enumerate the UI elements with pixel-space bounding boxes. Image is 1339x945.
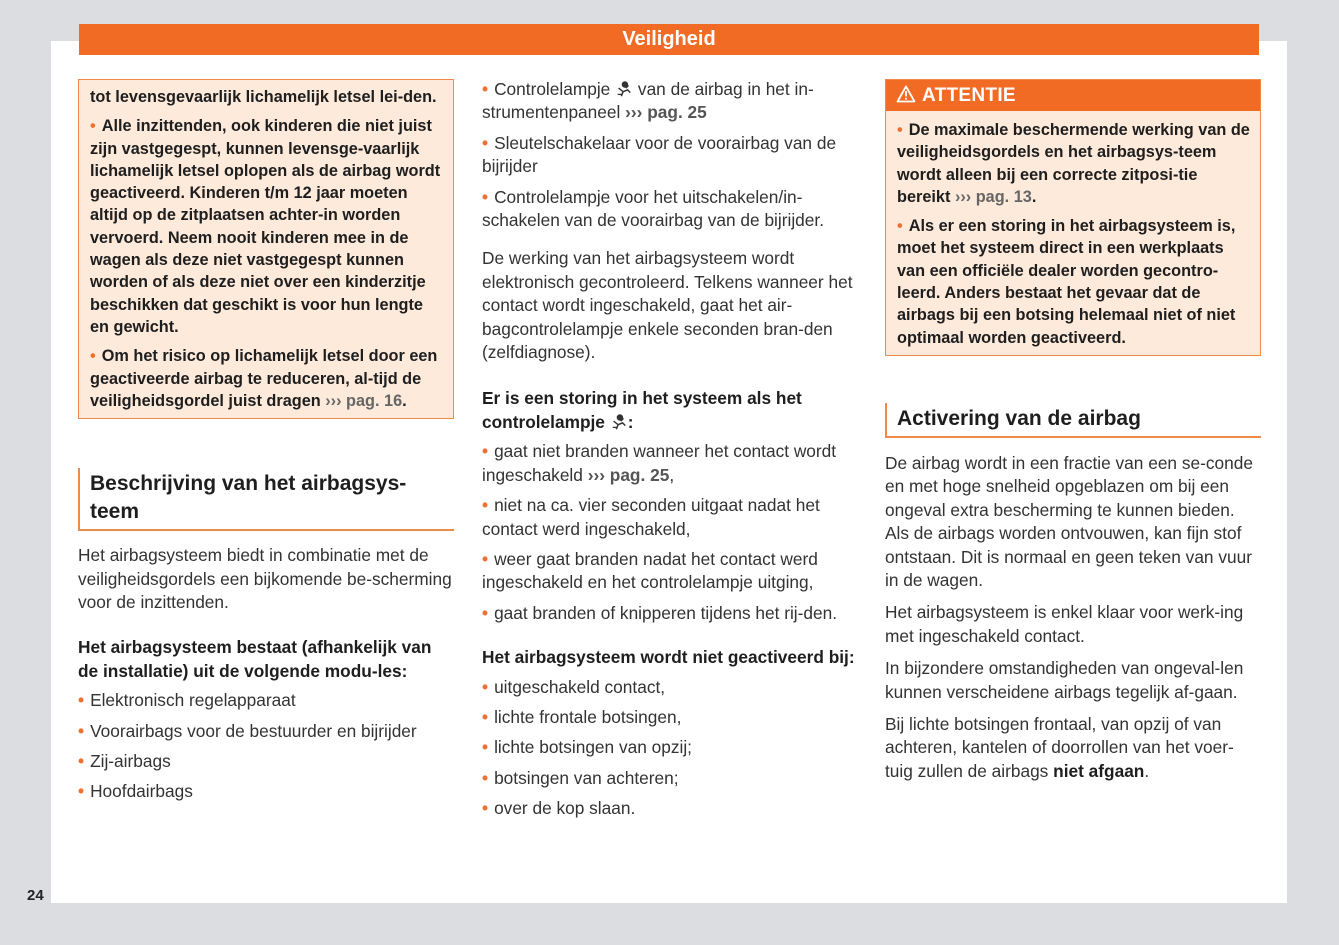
warning-item: • Om het risico op lichamelijk letsel door een geactiveerde airbag te reduceren, al-tijd de veiligheidsgordel juist dragen ››› pag. 16.: [90, 347, 438, 410]
bullet-icon: •: [78, 720, 85, 741]
body-paragraph: De airbag wordt in een fractie van een se-conde en met hoge snelheid opgeblazen om bij een ongeval extra bescherming te kunnen bieden. Als de airbags worden ontvouwen, kan fijn stof ontstaan. Dit is normaal en geen teken van vuur in de wagen.: [885, 452, 1253, 590]
bullet-icon: •: [482, 79, 489, 99]
list-item: • Controlelampje van de airbag in het in-strumentenpaneel ››› pag. 25: [482, 79, 814, 123]
section-heading: Activering van de airbag: [885, 403, 1261, 438]
bullet-icon: •: [482, 441, 489, 462]
warning-box-continued: [78, 79, 454, 419]
list-item: • gaat niet branden wanneer het contact wordt ingeschakeld ››› pag. 25,: [482, 441, 837, 485]
list-item: • uitgeschakeld contact,: [482, 676, 666, 697]
page-reference-link[interactable]: ››› pag. 25: [625, 102, 707, 123]
attention-body: [886, 111, 1260, 355]
attention-header: ATTENTIE: [886, 80, 1260, 111]
list-item: • lichte botsingen van opzij;: [482, 737, 692, 758]
list-item: • botsingen van achteren;: [482, 767, 679, 788]
column-right: [885, 79, 1261, 792]
column-middle: [482, 78, 860, 828]
list-item: • weer gaat branden nadat het contact werd ingeschakeld en het controlelampje uitging,: [482, 548, 818, 593]
bullet-icon: •: [482, 186, 489, 207]
bullet-icon: •: [78, 690, 85, 711]
list-item: • Sleutelschakelaar voor de voorairbag van de bijrijder: [482, 132, 837, 177]
list-item: • Hoofdairbags: [78, 781, 193, 802]
bullet-icon: •: [482, 798, 489, 819]
list-item: • over de kop slaan.: [482, 798, 636, 819]
not-activated-heading: Het airbagsysteem wordt niet geactiveerd bij:: [482, 647, 855, 668]
warning-item: • Alle inzittenden, ook kinderen die niet juist zijn vastgegespt, kunnen levensge-vaarlijk lichamelijk letsel oplopen als de airbag wordt geactiveerd. Kinderen t/m 12 jaar moeten altijd op de zitplaatsen achter-in worden vervoerd. Neem nooit kinderen mee in de wagen als deze niet vastgegespt kunnen worden of als deze niet over een kinderzitje beschikken dat geschikt is voor hun lengte en gewicht.: [90, 117, 441, 336]
bullet-icon: •: [78, 781, 85, 802]
modules-list: [78, 689, 454, 804]
warning-triangle-icon: [896, 85, 916, 103]
page-reference-link[interactable]: ››› pag. 13: [954, 187, 1032, 206]
airbag-warning-icon: [615, 80, 633, 98]
function-paragraph: De werking van het airbagsysteem wordt elektronisch gecontroleerd. Telkens wanneer het contact wordt ingeschakeld, gaat het air-bagcontrolelampje enkele seconden bran-den (zelfdiagnose).: [482, 248, 853, 363]
bullet-icon: •: [90, 347, 96, 366]
not-activated-list: [482, 676, 860, 821]
warning-text: tot levensgevaarlijk lichamelijk letsel lei-den.: [90, 88, 437, 106]
page-reference-link[interactable]: ››› pag. 16: [325, 391, 403, 410]
body-paragraph: Het airbagsysteem is enkel klaar voor werk-ing met ingeschakeld contact.: [885, 602, 1244, 646]
list-item: • Controlelampje voor het uitschakelen/in-schakelen van de voorairbag van de bijrijder.: [482, 186, 824, 231]
bullet-icon: •: [897, 121, 903, 139]
faults-list: [482, 440, 860, 625]
bullet-icon: •: [482, 676, 489, 697]
bullet-icon: •: [482, 737, 489, 758]
body-paragraph: In bijzondere omstandigheden van ongeval-len kunnen verscheidene airbags tegelijk af-gaan.: [885, 658, 1244, 702]
bullet-icon: •: [78, 751, 85, 771]
intro-paragraph: Het airbagsysteem biedt in combinatie met de veiligheidsgordels een bijkomende be-scherming voor de inzittenden.: [78, 545, 452, 612]
bullet-icon: •: [482, 132, 489, 153]
attention-item: • De maximale beschermende werking van de veiligheidsgordels en het airbagsys-teem wordt alleen bij een correcte zitposi-tie bereikt ››› pag. 13.: [897, 121, 1250, 206]
airbag-warning-icon: [610, 413, 628, 431]
list-item: • Elektronisch regelapparaat: [78, 690, 296, 711]
modules-heading: Het airbagsysteem bestaat (afhankelijk van de installatie) uit de volgende modu-les:: [78, 637, 432, 681]
section-heading: Beschrijving van het airbagsys-teem: [78, 468, 454, 531]
modules-list-continued: [482, 78, 860, 232]
list-item: • lichte frontale botsingen,: [482, 706, 682, 727]
body-paragraph: Bij lichte botsingen frontaal, van opzij of van achteren, kantelen of doorrollen van het voer-tuig zullen de airbags niet afgaan.: [885, 714, 1234, 781]
list-item: • Voorairbags voor de bestuurder en bijrijder: [78, 720, 417, 741]
list-item: • gaat branden of knipperen tijdens het rij-den.: [482, 602, 838, 623]
attention-box: [885, 79, 1261, 356]
bullet-icon: •: [482, 495, 489, 516]
page-number: 24: [27, 887, 44, 904]
bullet-icon: •: [897, 217, 903, 236]
bullet-icon: •: [482, 602, 489, 623]
list-item: • niet na ca. vier seconden uitgaat nadat het contact werd ingeschakeld,: [482, 495, 820, 539]
fault-heading: Er is een storing in het systeem als het controlelampje :: [482, 388, 802, 432]
bullet-icon: •: [90, 117, 96, 136]
attention-item: • Als er een storing in het airbagsysteem is, moet het systeem direct in een werkplaats van een officiële dealer worden gecontro-leerd. Anders bestaat het gevaar dat de airbags bij een botsing helemaal niet of niet optimaal worden geactiveerd.: [897, 217, 1236, 347]
list-item: • Zij-airbags: [78, 751, 171, 771]
bullet-icon: •: [482, 767, 489, 788]
bullet-icon: •: [482, 548, 489, 569]
page-reference-link[interactable]: ››› pag. 25: [587, 464, 670, 485]
chapter-header: Veiligheid: [79, 24, 1259, 55]
column-left: [78, 79, 454, 811]
bullet-icon: •: [482, 706, 489, 727]
